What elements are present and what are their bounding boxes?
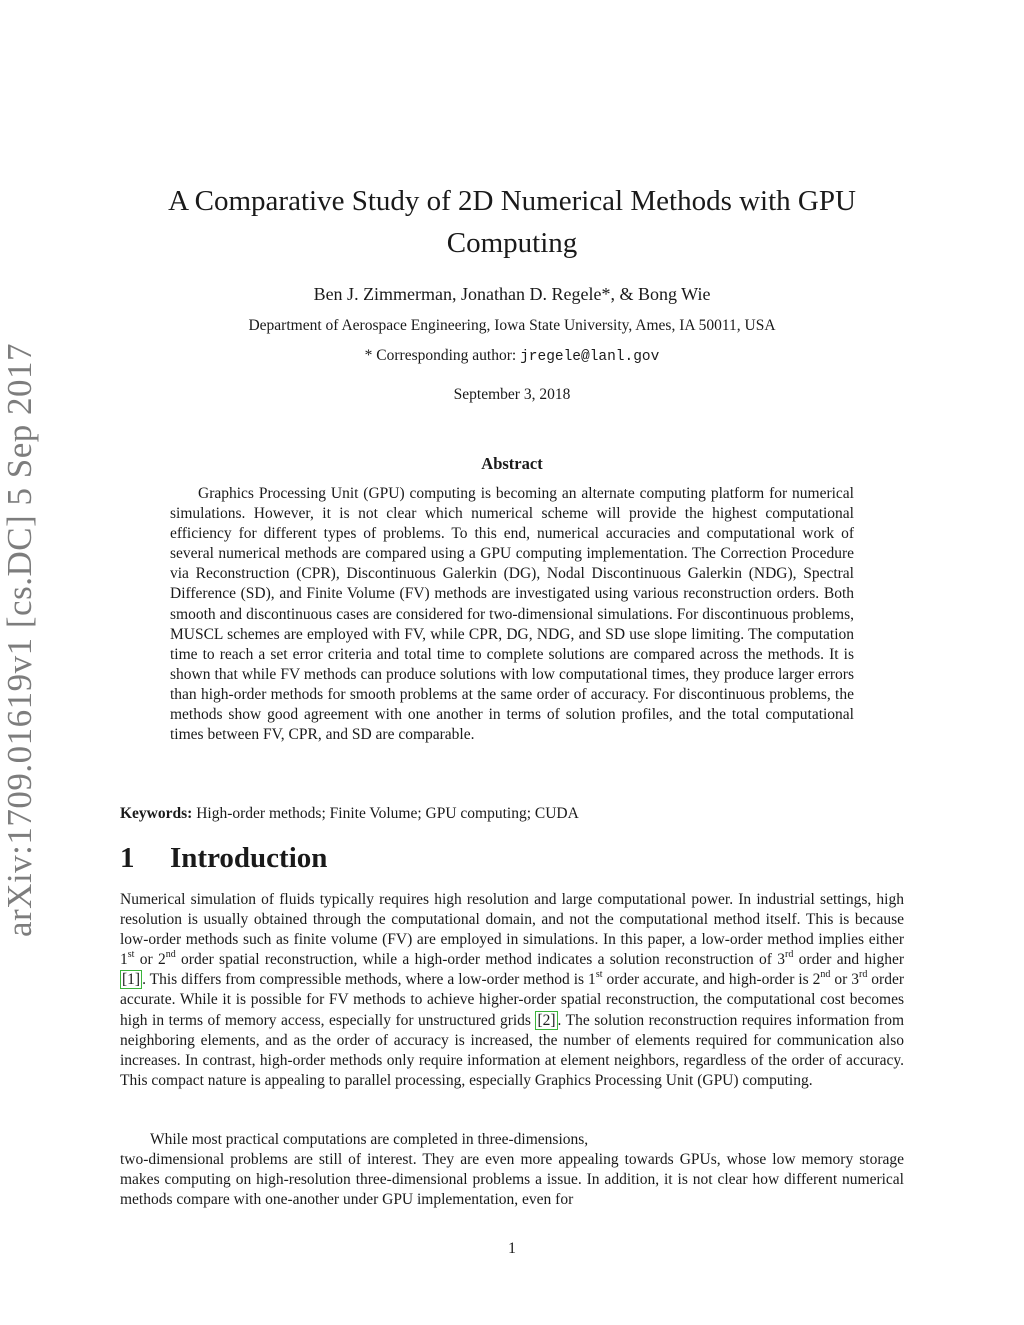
keywords-text: High-order methods; Finite Volume; GPU computing; CUDA [196, 805, 579, 822]
authors: Ben J. Zimmerman, Jonathan D. Regele*, & Bong Wie [313, 284, 711, 304]
page-number: 1 [508, 1240, 516, 1257]
keywords [120, 805, 579, 823]
affiliation: Department of Aerospace Engineering, Iowa State University, Ames, IA 50011, USA [248, 317, 776, 334]
abstract-text: Graphics Processing Unit (GPU) computing is becoming an alternate computing platform for numerical simulations. However, it is not clear which numerical scheme will provide the highest computational efficiency for different types of problems. To this end, numerical accuracies and computational work of several numerical methods are compared using a GPU computing implementation. The Correction Procedure via Reconstruction (CPR), Discontinuous Galerkin (DG), Nodal Discontinuous Galerkin (NDG), Spectral Difference (SD), and Finite Volume (FV) methods are investigated using various reconstruction orders. Both smooth and discontinuous cases are considered for two-dimensional simulations. For discontinuous problems, MUSCL schemes are employed with FV, while CPR, DG, NDG, and SD use slope limiting. The computation time to reach a set error criteria and total time to complete solutions are compared across the methods. It is shown that while FV methods can produce solutions with low computational times, they produce larger errors than high-order methods for smooth problems at the same order of accuracy. For discontinuous problems, the methods show good agreement with one another in terms of solution profiles, and the total computational times between FV, CPR, and SD are comparable. [170, 485, 854, 744]
keywords-label: Keywords: [120, 805, 193, 822]
superscript: rd [785, 949, 794, 961]
superscript: rd [859, 969, 868, 981]
citation-link-2[interactable]: [2] [537, 1011, 556, 1029]
corresponding-author [0, 347, 1024, 365]
title-line-1: A Comparative Study of 2D Numerical Methods with GPU [168, 185, 856, 217]
superscript: nd [165, 949, 176, 961]
superscript: st [127, 949, 135, 961]
section-title: Introduction [170, 842, 328, 874]
section-heading-introduction [120, 842, 327, 875]
corresponding-email[interactable]: jregele@lanl.gov [520, 349, 660, 365]
intro-paragraph-2-first-line: While most practical computations are completed in three-dimensions, [150, 1131, 589, 1148]
superscript: st [595, 969, 603, 981]
text-run: order and higher [793, 951, 904, 969]
text-run: order accurate, and high-order is 2 [602, 971, 821, 989]
text-run: Numerical simulation of fluids typically requires high resolution and large computational power. In industrial settings, high resolution is usually obtained through the computational domain, and not the computational method itself. This is because low-order methods such as finite volume (FV) are employed in simulations. In this paper, a low-order method implies either 1 [120, 891, 904, 969]
text-run: . The solution reconstruction requires information from neighboring elements, and as the order of accuracy is increased, the number of elements required for communication also increases. In contrast, high-order methods only require information at element neighbors, regardless of the order of accuracy. This compact nature is appealing to parallel processing, especially Graphics Processing Unit (GPU) computing. [120, 1011, 905, 1089]
text-run: . This differs from compressible methods, where a low-order method is 1 [142, 971, 596, 989]
text-run: or 3 [830, 971, 859, 989]
text-run: order accurate. While it is possible for FV methods to achieve higher-order spatial reconstruction, the computational cost becomes high in terms of memory access, especially for unstructured grids [120, 971, 905, 1029]
title-line-2: Computing [446, 227, 578, 259]
date: September 3, 2018 [453, 386, 571, 403]
section-number: 1 [120, 842, 135, 874]
text-run: order spatial reconstruction, while a high-order method indicates a solution reconstruction of 3 [175, 951, 786, 969]
paper-title [0, 180, 1024, 264]
corresponding-label: * Corresponding author: [364, 347, 517, 364]
arxiv-identifier: arXiv:1709.01619v1 [cs.DC] 5 Sep 2017 [0, 342, 39, 938]
abstract-heading: Abstract [481, 454, 543, 473]
intro-paragraph-1 [120, 890, 904, 1091]
intro-paragraph-2: two-dimensional problems are still of interest. They are even more appealing towards GPUs, whose low memory storage makes computing on high-resolution three-dimensional problems a issue. In addition, it is not clear how different numerical methods compare with one-another under GPU implementation, even for [120, 1151, 904, 1209]
text-run: or 2 [134, 951, 166, 969]
superscript: nd [820, 969, 831, 981]
citation-link-1[interactable]: [1] [122, 971, 141, 989]
